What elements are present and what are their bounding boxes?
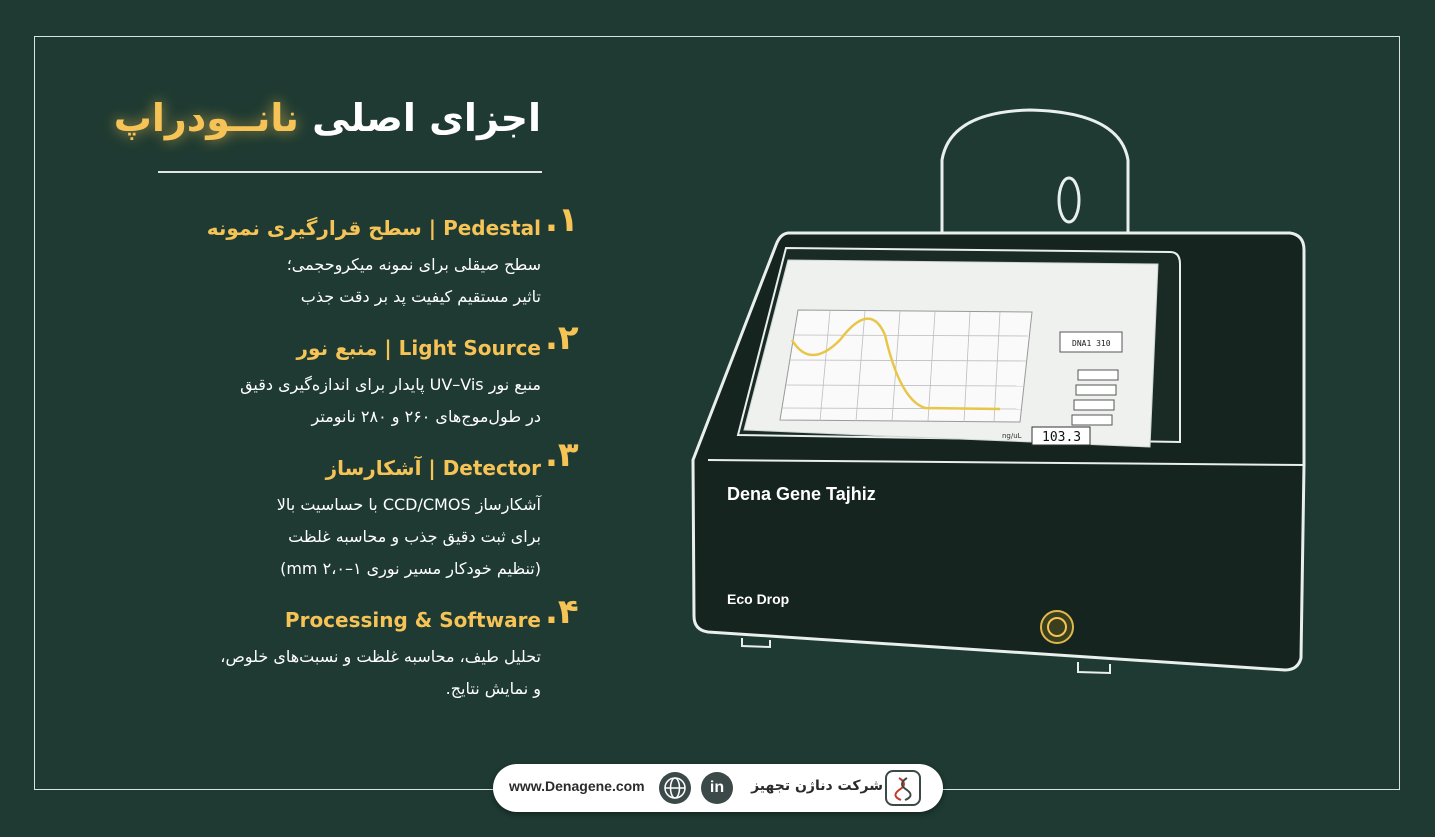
title-highlight: نانــودراپ — [113, 96, 299, 140]
company-logo-icon — [885, 770, 921, 806]
item-3-heading: Detector | آشکارساز — [325, 456, 541, 480]
device-brand: Dena Gene Tajhiz — [727, 484, 876, 504]
item-4-number: .۴ — [545, 592, 579, 632]
concentration-readout: 103.3 — [1042, 430, 1082, 445]
title-prefix: اجزای اصلی — [312, 96, 541, 140]
item-3-body — [121, 489, 541, 585]
company-name: شرکت دناژن تجهیز — [751, 778, 883, 794]
page-title — [114, 96, 541, 140]
item-4-body — [121, 641, 541, 705]
power-button[interactable] — [1041, 611, 1073, 643]
website-url[interactable]: www.Denagene.com — [509, 778, 645, 794]
device-lid — [942, 110, 1128, 243]
item-3-line: آشکارساز CCD/CMOS با حساسیت بالا — [276, 495, 541, 514]
screen-field-3 — [1074, 400, 1114, 410]
screen-field-4 — [1072, 415, 1112, 425]
item-2-number: .۲ — [545, 318, 579, 358]
globe-icon[interactable] — [659, 772, 691, 804]
item-2-line: منبع نور UV–Vis پایدار برای اندازه‌گیری دقیق — [240, 375, 541, 394]
footer-bar — [493, 764, 943, 812]
device-model: Eco Drop — [727, 591, 790, 607]
item-3-number: .۳ — [545, 435, 579, 475]
nanodrop-device-illustration — [680, 100, 1320, 690]
screen-field-1 — [1078, 370, 1118, 380]
screen-graph-panel — [780, 310, 1032, 422]
item-1-heading: Pedestal | سطح قرارگیری نمونه — [206, 216, 541, 240]
item-3-line: (تنظیم خودکار مسیر نوری ۱–۲،۰ mm) — [280, 559, 541, 578]
title-divider — [158, 171, 542, 173]
readout-unit: ng/uL — [1002, 432, 1022, 440]
item-4-line: تحلیل طیف، محاسبه غلظت و نسبت‌های خلوص، — [220, 647, 541, 666]
item-1-number: .۱ — [545, 200, 579, 240]
item-1-line: تاثیر مستقیم کیفیت پد بر دقت جذب — [300, 287, 541, 306]
item-1-body — [121, 249, 541, 313]
linkedin-icon[interactable]: in — [701, 772, 733, 804]
item-1-line: سطح صیقلی برای نمونه میکروحجمی؛ — [286, 255, 541, 274]
screen-field-2 — [1076, 385, 1116, 395]
item-4-heading: Processing & Software — [284, 608, 541, 632]
item-4-line: و نمایش نتایج. — [445, 679, 541, 698]
item-2-body — [121, 369, 541, 433]
sample-name-text: DNA1 310 — [1072, 339, 1111, 348]
item-3-line: برای ثبت دقیق جذب و محاسبه غلظت — [288, 527, 541, 546]
item-2-heading: Light Source | منبع نور — [296, 336, 541, 360]
item-2-line: در طول‌موج‌های ۲۶۰ و ۲۸۰ نانومتر — [311, 407, 541, 426]
device-foot-left — [742, 638, 770, 647]
device-foot-right — [1078, 662, 1110, 673]
